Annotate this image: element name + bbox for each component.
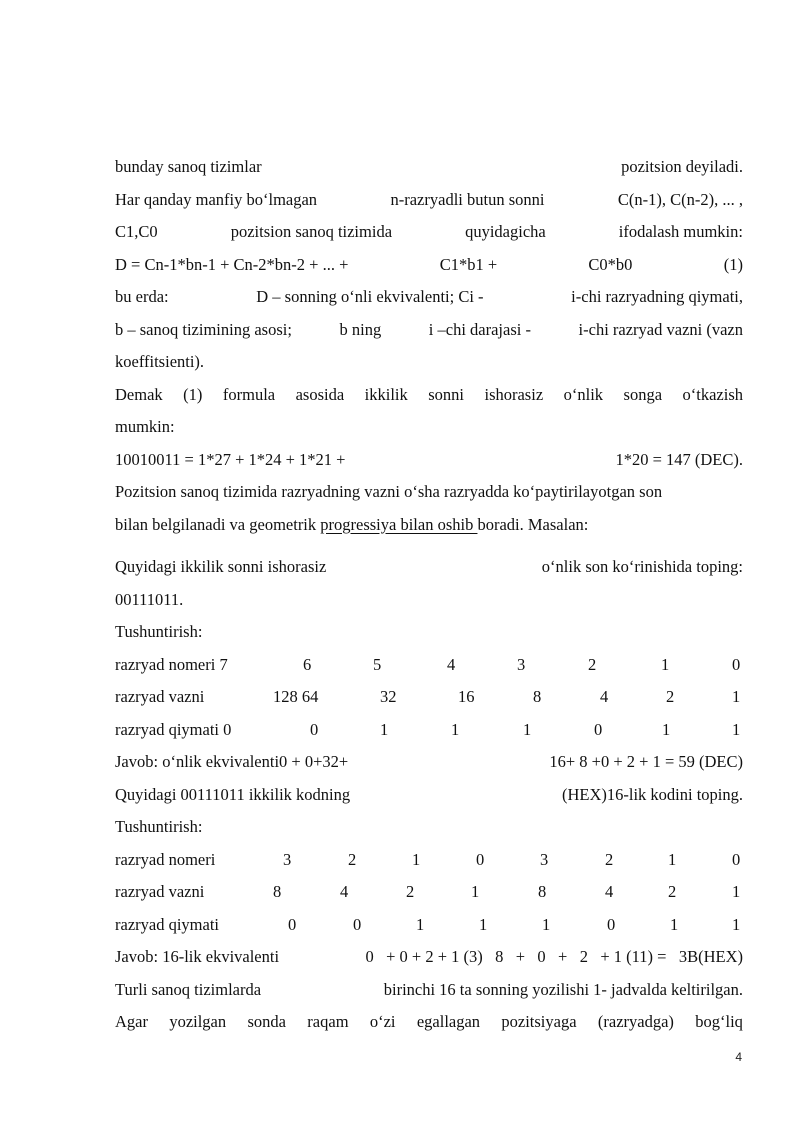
answer-line-2 bbox=[115, 942, 743, 975]
text-segment: Tushuntirish: bbox=[115, 622, 203, 641]
answer-line-1 bbox=[115, 747, 743, 780]
text-line-7 bbox=[115, 347, 743, 380]
text-segment: b – sanoq tizimining asosi; bbox=[115, 319, 292, 339]
formula-line bbox=[115, 250, 743, 283]
table-cell: 4 bbox=[605, 882, 614, 901]
table-cell: 4 bbox=[600, 687, 609, 706]
word: songa bbox=[623, 384, 663, 404]
text-segment: quyidagicha bbox=[465, 222, 546, 241]
table-cell: 1 bbox=[661, 654, 670, 674]
page-number: 4 bbox=[735, 1050, 742, 1064]
text-segment: n-razryadli butun sonni bbox=[390, 189, 545, 209]
table-cell: 2 bbox=[406, 882, 415, 901]
table-cell: 2 bbox=[588, 654, 597, 674]
text-line-27 bbox=[115, 1007, 743, 1040]
word: raqam bbox=[307, 1012, 349, 1031]
text-segment: Har qanday manfiy bo‘lmagan bbox=[115, 189, 318, 209]
text-line-3 bbox=[115, 217, 743, 250]
text-segment: 16+ 8 +0 + 2 + 1 = 59 (DEC) bbox=[549, 752, 743, 771]
table-cell: 1 bbox=[732, 882, 741, 901]
table-cell: razryad nomeri bbox=[115, 849, 216, 869]
word: ikkilik bbox=[364, 384, 408, 404]
formula-number: (1) bbox=[723, 254, 743, 274]
word: ishorasiz bbox=[484, 384, 544, 404]
table-cell: razryad vazni bbox=[115, 882, 205, 901]
table-cell: 1 bbox=[732, 687, 741, 706]
text-line-11 bbox=[115, 477, 743, 510]
table-cell: 1 bbox=[412, 849, 421, 869]
text-segment: o‘nlik son ko‘rinishida toping: bbox=[541, 557, 743, 576]
table-cell: 1 bbox=[668, 849, 677, 869]
text-segment: 00111011. bbox=[115, 589, 184, 609]
text-segment: D = Cn-1*bn-1 + Cn-2*bn-2 + ... + bbox=[115, 254, 349, 274]
text-line-26 bbox=[115, 975, 743, 1008]
text-segment: Javob: o‘nlik ekvivalenti0 + 0+32+ bbox=[115, 752, 349, 771]
table-cell: 1 bbox=[542, 914, 551, 934]
word: asosida bbox=[295, 384, 345, 404]
text-segment: pozitsion deyiladi. bbox=[621, 157, 743, 176]
text-segment: i-chi razryad vazni (vazn bbox=[578, 319, 743, 339]
table-cell: 4 bbox=[447, 654, 456, 674]
table-cell: 0 bbox=[607, 914, 616, 934]
table-cell: 1 bbox=[732, 914, 741, 934]
word: sonda bbox=[247, 1012, 286, 1031]
text-line-5 bbox=[115, 282, 743, 315]
table-cell: 3 bbox=[517, 654, 526, 674]
table-cell: 1 bbox=[523, 719, 532, 739]
table-cell: 1 bbox=[416, 914, 425, 934]
table-cell: 0 bbox=[310, 719, 319, 739]
text-line-13 bbox=[115, 552, 743, 585]
text-segment: (HEX)16-lik kodini toping. bbox=[561, 784, 743, 804]
word: o‘nlik bbox=[563, 384, 604, 404]
table1-row-2 bbox=[115, 682, 743, 715]
table-cell: 8 bbox=[273, 882, 282, 901]
table-cell: 0 bbox=[288, 914, 297, 934]
table-cell: 1 bbox=[479, 914, 488, 934]
word: o‘zi bbox=[369, 1012, 396, 1031]
text-segment: D – sonning o‘nli ekvivalenti; Ci - bbox=[256, 287, 484, 306]
underlined-text: progressiya bilan oshib bbox=[320, 514, 478, 534]
table-cell: 8 bbox=[538, 882, 547, 901]
text-segment: b ning bbox=[339, 319, 382, 339]
word: yozilgan bbox=[169, 1012, 227, 1031]
table-cell: 1 bbox=[732, 719, 741, 739]
table-cell: 2 bbox=[666, 687, 675, 706]
table-cell: 2 bbox=[605, 849, 614, 869]
table-cell: 1 bbox=[451, 719, 460, 739]
text-segment: 10010011 = 1*27 + 1*24 + 1*21 + bbox=[115, 449, 346, 469]
text-line-2 bbox=[115, 185, 743, 218]
text-segment: 1*20 = 147 (DEC). bbox=[615, 449, 743, 469]
table2-row-3 bbox=[115, 910, 743, 943]
text-segment: mumkin: bbox=[115, 417, 175, 436]
table-cell: 1 bbox=[670, 914, 679, 934]
table1-row-1 bbox=[115, 650, 743, 683]
table-cell: razryad vazni bbox=[115, 687, 205, 706]
text-segment: Pozitsion sanoq tizimida razryadning vazni o‘sha razryadda ko‘paytirilayotgan son bbox=[115, 482, 663, 501]
text-line-8 bbox=[115, 380, 743, 413]
table-cell: 0 bbox=[732, 654, 741, 674]
word: o‘tkazish bbox=[682, 384, 743, 404]
table-cell: 1 bbox=[471, 882, 480, 901]
table-cell: 8 bbox=[533, 687, 542, 706]
text-segment: Turli sanoq tizimlarda bbox=[115, 979, 262, 999]
table-cell: 1 bbox=[380, 719, 389, 739]
table-cell: 4 bbox=[340, 882, 349, 901]
table-cell: razryad qiymati bbox=[115, 914, 219, 934]
table2-row-1 bbox=[115, 845, 743, 878]
text-segment: C0*b0 bbox=[588, 254, 633, 274]
word: Agar bbox=[115, 1012, 148, 1031]
table-cell: 1 bbox=[662, 719, 671, 739]
text-segment: bunday sanoq tizimlar bbox=[115, 157, 262, 176]
text-line-9 bbox=[115, 412, 743, 445]
table-cell: 3 bbox=[283, 849, 292, 869]
text-segment: bilan belgilanadi va geometrik bbox=[115, 514, 321, 534]
page-body bbox=[115, 152, 743, 1040]
table-cell: 128 64 bbox=[273, 687, 319, 706]
table2-row-2 bbox=[115, 877, 743, 910]
text-line-1 bbox=[115, 152, 743, 185]
text-segment: Javob: 16-lik ekvivalenti bbox=[115, 947, 280, 966]
word: formula bbox=[222, 384, 276, 404]
text-line-12 bbox=[115, 510, 743, 543]
text-segment: birinchi 16 ta sonning yozilishi 1- jadvalda keltirilgan. bbox=[383, 979, 743, 999]
table-cell: razryad qiymati 0 bbox=[115, 719, 232, 739]
word: (1) bbox=[183, 384, 203, 404]
table-cell: 0 bbox=[594, 719, 603, 739]
table-cell: 2 bbox=[668, 882, 677, 901]
table-cell: 0 bbox=[476, 849, 485, 869]
word: sonni bbox=[428, 384, 464, 404]
text-line-15 bbox=[115, 617, 743, 650]
word: pozitsiyaga bbox=[501, 1012, 577, 1031]
table1-row-3 bbox=[115, 715, 743, 748]
text-line-14 bbox=[115, 585, 743, 618]
example-formula-line bbox=[115, 445, 743, 478]
text-line-6 bbox=[115, 315, 743, 348]
text-segment: koeffitsienti). bbox=[115, 352, 205, 371]
word: bog‘liq bbox=[695, 1012, 743, 1031]
text-segment: C1*b1 + bbox=[439, 254, 498, 274]
table-cell: 6 bbox=[303, 654, 312, 674]
text-segment: i-chi razryadning qiymati, bbox=[571, 287, 743, 306]
text-line-21 bbox=[115, 812, 743, 845]
table-cell: 0 bbox=[353, 914, 362, 934]
text-segment: Quyidagi 00111011 ikkilik kodning bbox=[115, 784, 351, 804]
text-segment: Quyidagi ikkilik sonni ishorasiz bbox=[115, 557, 327, 576]
table-cell: 5 bbox=[373, 654, 382, 674]
text-segment: ifodalash mumkin: bbox=[618, 222, 743, 241]
table-cell: 32 bbox=[380, 687, 397, 706]
word: egallagan bbox=[416, 1012, 481, 1031]
text-segment: boradi. Masalan: bbox=[477, 514, 589, 534]
text-segment: 0 + 0 + 2 + 1 (3) 8 + 0 + 2 + 1 (11) = 3B(HEX) bbox=[365, 947, 743, 966]
word: Demak bbox=[115, 384, 163, 404]
text-segment: C1,C0 bbox=[115, 222, 158, 241]
text-line-20 bbox=[115, 780, 743, 813]
text-segment: i –chi darajasi - bbox=[428, 319, 531, 339]
table-cell: 2 bbox=[348, 849, 357, 869]
word: (razryadga) bbox=[597, 1012, 674, 1031]
text-segment: Tushuntirish: bbox=[115, 817, 203, 836]
text-segment: C(n-1), C(n-2), ... , bbox=[617, 189, 743, 209]
table-cell: 3 bbox=[540, 849, 549, 869]
table-cell: razryad nomeri 7 bbox=[115, 654, 228, 674]
table-cell: 0 bbox=[732, 849, 741, 869]
table-cell: 16 bbox=[458, 687, 475, 706]
text-segment: bu erda: bbox=[115, 287, 169, 306]
text-segment: pozitsion sanoq tizimida bbox=[230, 222, 393, 241]
